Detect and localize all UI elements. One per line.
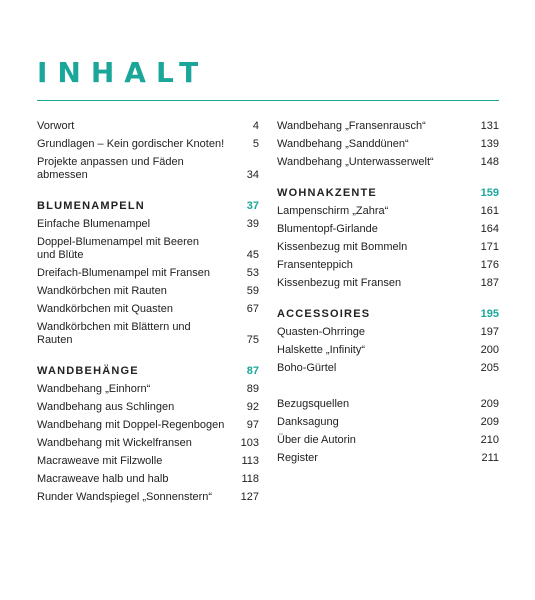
toc-entry[interactable] — [277, 362, 499, 375]
toc-entry-title: Register — [277, 452, 318, 464]
toc-entry-title: Danksagung — [277, 416, 339, 428]
toc-entry-title: Einfache Blumenampel — [37, 218, 151, 230]
toc-entry[interactable] — [277, 138, 499, 151]
toc-entry-page: 148 — [480, 156, 499, 168]
toc-entry[interactable] — [37, 491, 259, 504]
toc-entry-title: Bezugsquellen — [277, 398, 350, 410]
toc-entry-page: 211 — [481, 452, 499, 464]
toc-entry-page: 209 — [480, 416, 499, 428]
toc-entry-page: 39 — [246, 218, 259, 230]
toc-entry-page: 53 — [246, 267, 259, 279]
toc-entry-page: 92 — [246, 401, 259, 413]
section-heading-title: WOHNAKZENTE — [277, 187, 377, 199]
toc-entry-title: Wandbehang aus Schlingen — [37, 401, 175, 413]
toc-entry-page: 164 — [480, 223, 499, 235]
toc-entry-title: Doppel-Blumenampel mit Beeren und Blüte — [37, 236, 200, 261]
toc-entry[interactable] — [37, 437, 259, 450]
toc-entry[interactable] — [277, 416, 499, 429]
toc-entry[interactable] — [277, 452, 499, 465]
section-spacer — [277, 380, 499, 398]
toc-entry-page: 67 — [246, 303, 259, 315]
toc-entry-page: 200 — [480, 344, 499, 356]
toc-entry-page: 113 — [241, 455, 259, 467]
toc-entry-page: 97 — [246, 419, 259, 431]
section-heading-page: 37 — [246, 200, 259, 212]
toc-entry-title: Wandkörbchen mit Rauten — [37, 285, 167, 297]
toc-entry-title: Kissenbezug mit Bommeln — [277, 241, 408, 253]
toc-entry-title: Wandkörbchen mit Blättern und Rauten — [37, 321, 191, 346]
section-heading-wandbehaenge[interactable] — [37, 365, 259, 378]
toc-entry-page: 205 — [480, 362, 499, 374]
toc-entry-title: Projekte anpassen und Fäden abmessen — [37, 156, 184, 181]
toc-entry-title: Boho-Gürtel — [277, 362, 337, 374]
toc-entry-title: Fransenteppich — [277, 259, 353, 271]
toc-entry[interactable] — [37, 218, 259, 231]
page-title: INHALT — [37, 56, 209, 89]
toc-entry-title: Runder Wandspiegel „Sonnenstern“ — [37, 491, 213, 503]
toc-entry-title: Wandbehang „Fransenrausch“ — [277, 120, 426, 132]
toc-column-left — [37, 120, 259, 509]
toc-entry[interactable] — [277, 156, 499, 169]
toc-entry[interactable] — [277, 277, 499, 290]
section-heading-title: BLUMENAMPELN — [37, 200, 145, 212]
toc-entry-page: 75 — [246, 334, 259, 346]
toc-entry[interactable] — [277, 326, 499, 339]
toc-entry-title: Wandbehang mit Doppel-Regenbogen — [37, 419, 225, 431]
toc-entry[interactable] — [37, 401, 259, 414]
toc-entry[interactable] — [277, 241, 499, 254]
toc-entry[interactable] — [277, 223, 499, 236]
toc-entry-page: 210 — [480, 434, 499, 446]
toc-entry[interactable] — [37, 120, 259, 133]
toc-entry[interactable] — [37, 383, 259, 396]
toc-entry[interactable] — [37, 285, 259, 298]
section-heading-title: WANDBEHÄNGE — [37, 365, 139, 377]
title-divider — [37, 100, 499, 101]
toc-entry-title: Macraweave mit Filzwolle — [37, 455, 163, 467]
toc-entry-title: Wandbehang „Sanddünen“ — [277, 138, 409, 150]
toc-entry-title: Dreifach-Blumenampel mit Fransen — [37, 267, 211, 279]
toc-entry-page: 45 — [246, 249, 259, 261]
toc-entry-page: 171 — [480, 241, 499, 253]
toc-entry-page: 34 — [246, 169, 259, 181]
toc-entry[interactable] — [277, 344, 499, 357]
toc-entry-page: 209 — [480, 398, 499, 410]
toc-entry-title: Grundlagen – Kein gordischer Knoten! — [37, 138, 225, 150]
toc-entry-page: 131 — [480, 120, 499, 132]
toc-entry-title: Vorwort — [37, 120, 75, 132]
toc-entry-title: Wandbehang mit Wickelfransen — [37, 437, 192, 449]
toc-entry[interactable] — [37, 419, 259, 432]
toc-entry[interactable] — [37, 156, 259, 182]
toc-entry[interactable] — [37, 321, 259, 347]
toc-entry-page: 176 — [480, 259, 499, 271]
toc-entry-page: 89 — [246, 383, 259, 395]
toc-entry-page: 161 — [480, 205, 499, 217]
section-heading-title: ACCESSOIRES — [277, 308, 371, 320]
toc-entry-title: Macraweave halb und halb — [37, 473, 169, 485]
toc-entry[interactable] — [277, 398, 499, 411]
toc-entry[interactable] — [37, 303, 259, 316]
section-heading-wohnakzente[interactable] — [277, 187, 499, 200]
toc-entry-page: 197 — [480, 326, 499, 338]
section-heading-page: 159 — [480, 187, 499, 199]
toc-entry-title: Über die Autorin — [277, 434, 356, 446]
toc-entry-title: Halskette „Infinity“ — [277, 344, 366, 356]
toc-entry[interactable] — [37, 236, 259, 262]
toc-entry-page: 139 — [480, 138, 499, 150]
toc-entry-page: 103 — [240, 437, 259, 449]
toc-entry-title: Wandbehang „Unterwasserwelt“ — [277, 156, 434, 168]
toc-entry[interactable] — [277, 434, 499, 447]
toc-entry-title: Lampenschirm „Zahra“ — [277, 205, 389, 217]
toc-entry[interactable] — [37, 455, 259, 468]
toc-entry[interactable] — [37, 473, 259, 486]
toc-entry-title: Wandkörbchen mit Quasten — [37, 303, 173, 315]
section-heading-blumenampeln[interactable] — [37, 200, 259, 213]
toc-column-right — [277, 120, 499, 470]
section-heading-page: 87 — [246, 365, 259, 377]
toc-entry-title: Blumentopf-Girlande — [277, 223, 378, 235]
toc-entry[interactable] — [37, 138, 259, 151]
section-heading-accessoires[interactable] — [277, 308, 499, 321]
toc-entry-page: 127 — [240, 491, 259, 503]
toc-entry-title: Kissenbezug mit Fransen — [277, 277, 402, 289]
toc-entry-title: Quasten-Ohrringe — [277, 326, 366, 338]
toc-entry-page: 5 — [252, 138, 259, 150]
toc-entry[interactable] — [277, 120, 499, 133]
toc-entry-title: Wandbehang „Einhorn“ — [37, 383, 151, 395]
toc-entry[interactable] — [37, 267, 259, 280]
toc-entry[interactable] — [277, 205, 499, 218]
toc-entry-page: 118 — [241, 473, 259, 485]
toc-entry-page: 4 — [252, 120, 259, 132]
toc-entry[interactable] — [277, 259, 499, 272]
toc-entry-page: 59 — [246, 285, 259, 297]
section-heading-page: 195 — [480, 308, 499, 320]
toc-entry-page: 187 — [480, 277, 499, 289]
